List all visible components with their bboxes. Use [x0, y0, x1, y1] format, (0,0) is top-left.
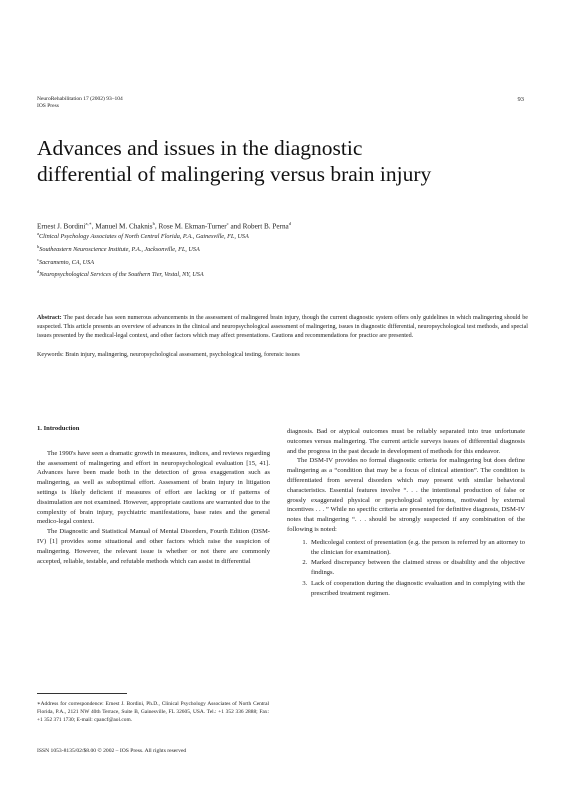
list-item: 1. Medicolegal context of presentation (e.g. the person is referred by an attorney to the clinician for examination).	[309, 538, 525, 558]
paragraph: The 1990's have seen a dramatic growth in measures, indices, and reviews regarding the assessment of malingering and effort in neuropsychological evaluation [15, 41]. Advances have been made both in the detection of gross exaggeration such as malingering, as well as suboptimal effort. Assessment of brain injury in litigation settings is likely deficient if measures of effort are lacking or if patterns of dissimulation are not examined. However, appropriate cautions are warranted due to the complexity of brain injury, psychiatric manifestations, base rates and the general medico-legal context.	[37, 449, 270, 526]
abstract	[37, 314, 528, 342]
author-name: , Manuel M. Chaknis	[91, 222, 153, 231]
author-sup: a,∗	[85, 221, 92, 226]
author-sup: c	[226, 221, 229, 226]
paragraph: diagnosis. Bad or atypical outcomes must be reliably separated into true unfortunate outcomes versus malingering. The current article surveys issues of differential diagnosis and the progress in the past decade in development of methods for this endeavor.	[287, 428, 525, 455]
criteria-list	[287, 538, 525, 599]
right-column	[287, 427, 525, 600]
keywords: Keywords: Brain injury, malingering, neuropsychological assessment, psychological testing, forensic issues	[37, 352, 300, 358]
affiliation-item: $^d$Neuropsychological Services of the Southern Tier, Vestal, NY, USA	[37, 269, 204, 279]
title-line-2: differential of malingering versus brain injury	[37, 162, 432, 186]
abstract-text: The past decade has seen numerous advancements in the assessment of malingered brain injury, though the current diagnostic system offers only guidelines in which malingering should be suspected. This article presents an overview of advances in the clinical and neuropsychological assessment of malingering, issues in diagnostic differential, neuropsychological test methods, and special issues presented by the medical-legal context, and other factors which may affect presentations. Cautions and recommendations for practice are presented.	[37, 315, 528, 340]
paragraph: The Diagnostic and Statistical Manual of Mental Disorders, Fourth Edition (DSM-IV) [1] provides some situational and other factors which raise the suspicion of malingering. However, the relevant issue is whether or not there are commonly accepted, reliable, testable, and refutable methods which can assist in differential	[37, 528, 270, 565]
issn-line: ISSN 1053-8135/02/$8.00 © 2002 – IOS Press. All rights reserved	[37, 748, 187, 754]
title-line-1: Advances and issues in the diagnostic	[37, 136, 363, 160]
publisher-name: IOS Press	[37, 103, 59, 109]
article-title	[37, 135, 537, 187]
author-sup: b	[152, 221, 155, 226]
affiliation-item: $^a$Clinical Psychology Associates of North Central Florida, P.A., Gainesville, FL, USA	[37, 231, 249, 241]
list-item: 2. Marked discrepancy between the claimed stress or disability and the objective findings.	[309, 558, 525, 578]
abstract-label: Abstract:	[37, 315, 62, 321]
paragraph: The DSM-IV provides no formal diagnostic criteria for malingering but does define malingering as a “condition that may be a focus of clinical attention”. The condition is differentiated from several disorders which may present with similar behavioral characteristics. Essential features involve “. . . the intentional production of false or grossly exaggerated physical or psychological symptoms, motivated by external incentives . . . ” While no specific criteria are presented for definitive diagnosis, DSM-IV notes that malingering “. . . should be strongly suspected if any combination of the following is noted:	[287, 457, 525, 533]
correspondence-footnote: ∗Address for correspondence: Ernest J. Bordini, Ph.D., Clinical Psychology Associates of North Central Florida, P.A., 2121 NW 40th Terrace, Suite B, Gainesville, FL 32605, USA. Tel.: +1 352 336 2888; Fax: +1 352 371 1730; E-mail: cpancf@aol.com.	[37, 701, 269, 723]
author-sup: d	[288, 221, 291, 226]
footnote-divider	[37, 693, 127, 694]
left-column	[37, 424, 270, 566]
author-name: , Rose M. Ekman-Turner	[154, 222, 227, 231]
page-number: 93	[517, 96, 524, 103]
affiliation-item: $^c$Sacramento, CA, USA	[37, 256, 94, 266]
running-header	[37, 96, 123, 110]
journal-citation: NeuroRehabilitation 17 (2002) 93–104	[37, 96, 123, 102]
section-heading: 1. Introduction	[37, 425, 80, 432]
author-name: Ernest J. Bordini	[37, 222, 86, 231]
author-name: and Robert B. Perna	[228, 222, 289, 231]
list-item: 3. Lack of cooperation during the diagnostic evaluation and in complying with the prescribed treatment regimen.	[309, 579, 525, 599]
affiliations	[37, 229, 249, 280]
affiliation-item: $^b$Southeastern Neuroscience Institute, P.A., Jacksonville, FL, USA	[37, 243, 200, 253]
